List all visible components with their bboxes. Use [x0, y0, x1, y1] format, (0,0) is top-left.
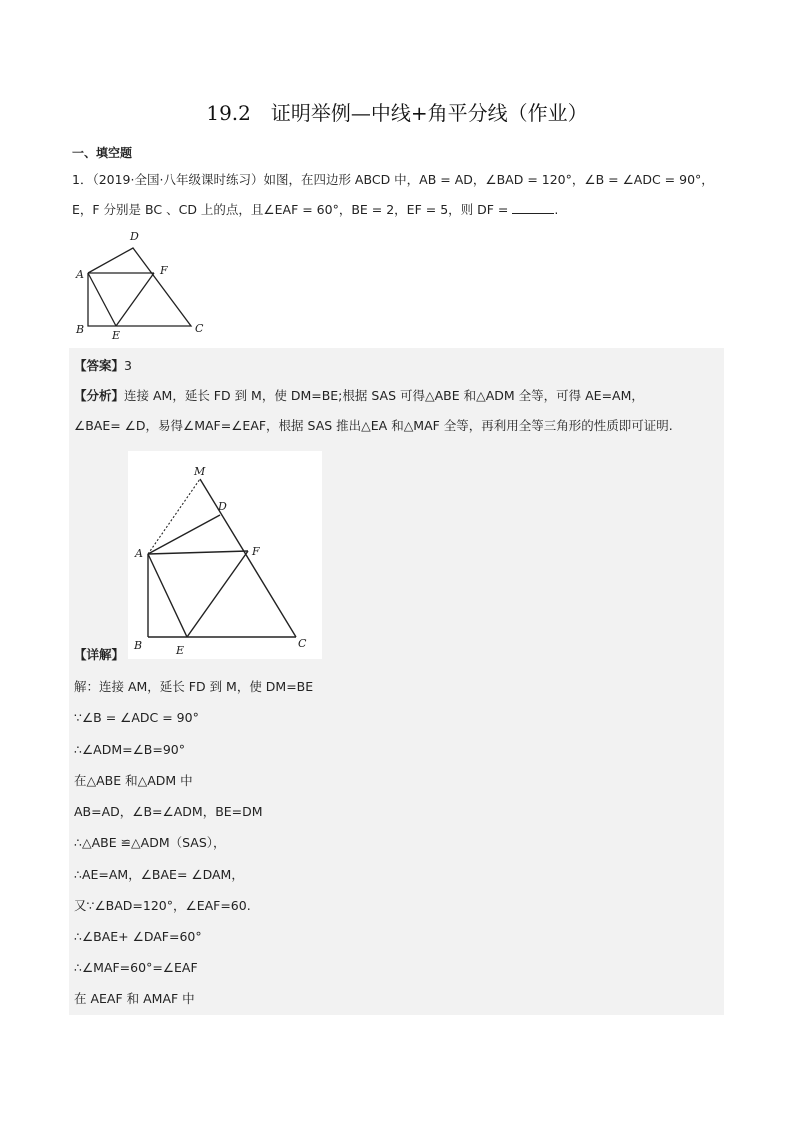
fig2-label-D: D	[218, 500, 227, 513]
detail-line: ∴∠MAF=60°=∠EAF	[74, 960, 198, 975]
analysis-line-2: ∠BAE= ∠D，易得∠MAF=∠EAF，根据 SAS 推出△EA 和△MAF 全等，再利用全等三角形的性质即可证明.	[74, 418, 673, 433]
figure-2-construction	[128, 451, 322, 659]
detail-tag	[74, 645, 124, 665]
fig2-label-B: B	[134, 639, 143, 652]
detail-line: 在 AEAF 和 AMAF 中	[74, 991, 195, 1006]
detail-line: AB=AD，∠B=∠ADM，BE=DM	[74, 804, 263, 819]
answer-blank	[512, 201, 554, 214]
fig1-line-AE	[88, 273, 116, 326]
answer-tag: 【答案】	[74, 358, 125, 373]
fig1-label-B: B	[76, 323, 85, 336]
fig1-outline	[88, 248, 191, 326]
detail-line: ∴△ABE ≌△ADM（SAS），	[74, 835, 226, 850]
page-title: 19.2 证明举例—中线+角平分线（作业）	[206, 101, 588, 125]
fig2-line-AF	[148, 551, 248, 554]
detail-tag-text: 【详解】	[74, 647, 125, 662]
analysis-line-1	[74, 386, 644, 406]
analysis-tag: 【分析】	[74, 388, 125, 403]
fig1-label-D: D	[130, 230, 139, 243]
detail-line: ∵∠B = ∠ADC = 90°	[74, 710, 199, 725]
figure-1-quadrilateral	[74, 228, 214, 340]
question-line-1: 1．（2019·全国·八年级课时练习）如图，在四边形 ABCD 中，AB = AD，∠BAD = 120°，∠B = ∠ADC = 90°，	[72, 172, 714, 187]
fig2-label-F: F	[252, 545, 260, 558]
fig2-dashed-AM	[148, 479, 200, 554]
question-line-2-end: .	[554, 202, 559, 217]
fig2-label-M: M	[194, 465, 206, 478]
detail-line: 在△ABE 和△ADM 中	[74, 773, 193, 788]
fig2-label-E: E	[176, 644, 185, 657]
answer-value: 3	[124, 358, 132, 373]
fig2-line-EF	[187, 551, 248, 637]
fig2-line-AD	[148, 515, 220, 554]
detail-line: ∴∠BAE+ ∠DAF=60°	[74, 929, 202, 944]
detail-line: 又∵∠BAD=120°，∠EAF=60.	[74, 898, 251, 913]
answer-line	[74, 356, 132, 376]
detail-line: 解：连接 AM，延长 FD 到 M，使 DM=BE	[74, 679, 314, 694]
fig1-label-E: E	[112, 329, 121, 340]
fig2-line-MC	[200, 479, 296, 637]
detail-line: ∴∠ADM=∠B=90°	[74, 742, 186, 757]
question-line-2-text: E，F 分别是 BC 、CD 上的点，且∠EAF = 60°，BE = 2，EF = 5，则 DF =	[72, 202, 509, 217]
fig1-line-EF	[116, 273, 154, 326]
fig2-label-A: A	[135, 547, 143, 560]
question-line-2	[72, 200, 558, 220]
section-heading: 一、填空题	[72, 146, 133, 160]
fig1-label-F: F	[160, 264, 168, 277]
fig1-label-A: A	[76, 268, 84, 281]
fig2-label-C: C	[298, 637, 307, 650]
fig2-line-AE	[148, 554, 187, 637]
fig1-label-C: C	[195, 322, 204, 335]
analysis-text-1: 连接 AM，延长 FD 到 M，使 DM=BE;根据 SAS 可得△ABE 和△ADM 全等，可得 AE=AM，	[124, 388, 644, 403]
detail-line: ∴AE=AM，∠BAE= ∠DAM，	[74, 867, 244, 882]
